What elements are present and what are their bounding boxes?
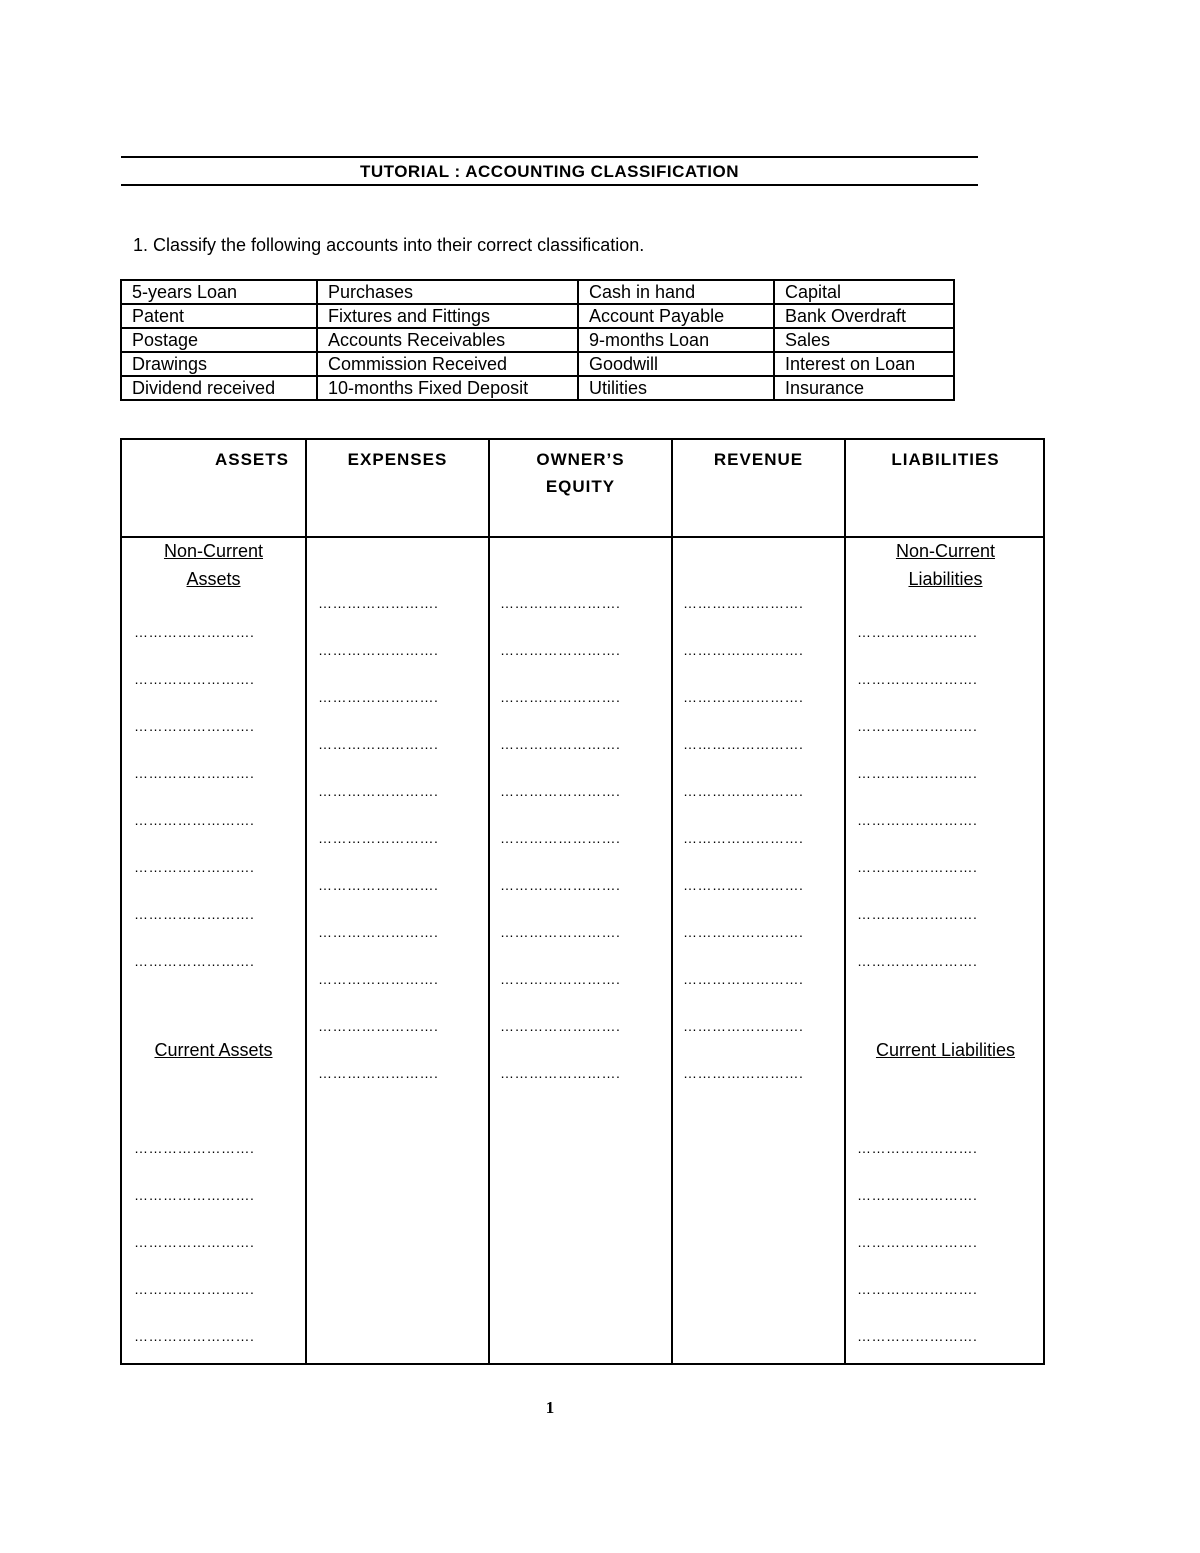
answer-blank: ……………………. (683, 877, 804, 893)
current-assets-heading: Current Assets (154, 1040, 273, 1060)
answer-blank: ……………………. (318, 595, 439, 611)
answer-blank: ……………………. (134, 1234, 255, 1250)
column-header-assets (122, 446, 305, 473)
table-cell: 5-years Loan (121, 280, 317, 304)
non-current-liabilities-line1: Non-Current (895, 541, 996, 561)
answer-blank: ……………………. (318, 642, 439, 658)
answer-blank: ……………………. (683, 595, 804, 611)
answer-blank: ……………………. (857, 859, 978, 875)
answer-blank: ……………………. (318, 783, 439, 799)
table-cell: Insurance (774, 376, 954, 400)
answer-blank: ……………………. (318, 971, 439, 987)
table-row (121, 304, 954, 328)
answer-blank: ……………………. (134, 718, 255, 734)
answer-blank: ……………………. (134, 1140, 255, 1156)
answer-blank: ……………………. (134, 906, 255, 922)
table-cell: Fixtures and Fittings (317, 304, 578, 328)
non-current-assets-line1: Non-Current (163, 541, 264, 561)
table-cell: Postage (121, 328, 317, 352)
answer-blank: ……………………. (134, 1328, 255, 1344)
answer-blank: ……………………. (500, 689, 621, 705)
answer-blank: ……………………. (683, 830, 804, 846)
answer-blank: ……………………. (683, 924, 804, 940)
answer-blank: ……………………. (857, 765, 978, 781)
table-cell: Purchases (317, 280, 578, 304)
table-row (121, 328, 954, 352)
table-cell: Commission Received (317, 352, 578, 376)
answer-blank: ……………………. (683, 736, 804, 752)
answer-blank: ……………………. (500, 783, 621, 799)
accounts-table (120, 279, 955, 401)
answer-blank: ……………………. (500, 1018, 621, 1034)
answer-blank: ……………………. (857, 1328, 978, 1344)
column-header-owners-equity (490, 446, 671, 500)
answer-blank: ……………………. (683, 1018, 804, 1034)
answer-blank: ……………………. (318, 924, 439, 940)
non-current-liabilities-line2: Liabilities (908, 569, 983, 589)
table-cell: Cash in hand (578, 280, 774, 304)
table-row (121, 352, 954, 376)
answer-blank: ……………………. (318, 877, 439, 893)
column-header-assets-label: ASSETS (214, 450, 289, 469)
non-current-assets-line2: Assets (186, 569, 241, 589)
table-cell: Interest on Loan (774, 352, 954, 376)
table-cell: Goodwill (578, 352, 774, 376)
answer-blank: ……………………. (683, 783, 804, 799)
current-liabilities-heading: Current Liabilities (875, 1040, 1016, 1060)
answer-blank: ……………………. (134, 859, 255, 875)
table-cell: Accounts Receivables (317, 328, 578, 352)
classification-grid (120, 438, 1045, 1365)
non-current-liabilities-heading (846, 537, 1045, 593)
answer-blank: ……………………. (500, 1065, 621, 1081)
column-divider (305, 440, 307, 1363)
answer-blank: ……………………. (318, 830, 439, 846)
answer-blank: ……………………. (134, 1187, 255, 1203)
column-header-expenses: EXPENSES (347, 450, 448, 469)
answer-blank: ……………………. (500, 830, 621, 846)
table-cell: Bank Overdraft (774, 304, 954, 328)
answer-blank: ……………………. (857, 671, 978, 687)
answer-blank: ……………………. (500, 642, 621, 658)
column-divider (488, 440, 490, 1363)
answer-blank: ……………………. (857, 624, 978, 640)
answer-blank: ……………………. (134, 765, 255, 781)
column-header-liabilities: LIABILITIES (891, 450, 1000, 469)
answer-blank: ……………………. (134, 1281, 255, 1297)
table-cell: Sales (774, 328, 954, 352)
table-cell: Dividend received (121, 376, 317, 400)
non-current-assets-heading (122, 537, 305, 593)
instruction-text: 1. Classify the following accounts into their correct classification. (133, 235, 645, 255)
answer-blank: ……………………. (500, 877, 621, 893)
answer-blank: ……………………. (857, 718, 978, 734)
page-title: TUTORIAL : ACCOUNTING CLASSIFICATION (121, 156, 978, 186)
column-header-owners-equity-line1: OWNER’S (536, 450, 625, 469)
answer-blank: ……………………. (318, 736, 439, 752)
table-cell: Utilities (578, 376, 774, 400)
answer-blank: ……………………. (857, 1234, 978, 1250)
answer-blank: ……………………. (857, 812, 978, 828)
answer-blank: ……………………. (500, 924, 621, 940)
answer-blank: ……………………. (318, 1018, 439, 1034)
table-cell: Account Payable (578, 304, 774, 328)
answer-blank: ……………………. (857, 1140, 978, 1156)
answer-blank: ……………………. (683, 1065, 804, 1081)
answer-blank: ……………………. (857, 906, 978, 922)
table-row (121, 280, 954, 304)
table-cell: 9-months Loan (578, 328, 774, 352)
answer-blank: ……………………. (857, 953, 978, 969)
table-cell: Drawings (121, 352, 317, 376)
answer-blank: ……………………. (683, 642, 804, 658)
column-header-owners-equity-line2: EQUITY (545, 477, 616, 496)
answer-blank: ……………………. (500, 595, 621, 611)
table-cell: 10-months Fixed Deposit (317, 376, 578, 400)
answer-blank: ……………………. (683, 689, 804, 705)
column-divider (671, 440, 673, 1363)
answer-blank: ……………………. (134, 953, 255, 969)
answer-blank: ……………………. (683, 971, 804, 987)
answer-blank: ……………………. (318, 689, 439, 705)
answer-blank: ……………………. (857, 1187, 978, 1203)
table-cell: Capital (774, 280, 954, 304)
table-row (121, 376, 954, 400)
answer-blank: ……………………. (500, 971, 621, 987)
answer-blank: ……………………. (134, 671, 255, 687)
column-header-revenue: REVENUE (713, 450, 804, 469)
answer-blank: ……………………. (318, 1065, 439, 1081)
answer-blank: ……………………. (134, 624, 255, 640)
answer-blank: ……………………. (857, 1281, 978, 1297)
answer-blank: ……………………. (500, 736, 621, 752)
page-number: 1 (545, 1398, 555, 1417)
table-cell: Patent (121, 304, 317, 328)
answer-blank: ……………………. (134, 812, 255, 828)
